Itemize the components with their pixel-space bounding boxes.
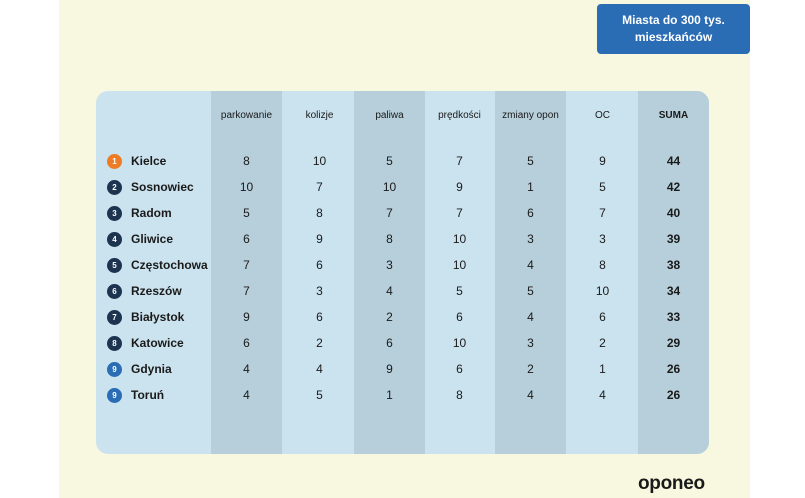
cell-parkowanie: 5	[243, 206, 250, 220]
table-row	[96, 384, 709, 410]
column-header-oc: OC	[595, 110, 610, 121]
cell-oc: 8	[599, 258, 606, 272]
cell-paliwa: 2	[386, 310, 393, 324]
cell-paliwa: 9	[386, 362, 393, 376]
city-name: Radom	[131, 206, 172, 220]
cell-suma: 26	[666, 388, 681, 402]
cell-oc: 4	[599, 388, 606, 402]
city-name: Katowice	[131, 336, 184, 350]
cell-predkosci: 6	[456, 310, 463, 324]
cell-paliwa: 4	[386, 284, 393, 298]
rank-badge: 3	[107, 206, 122, 221]
column-header-paliwa: paliwa	[375, 110, 404, 121]
cell-suma: 40	[666, 206, 681, 220]
cell-parkowanie: 8	[243, 154, 250, 168]
cell-paliwa: 7	[386, 206, 393, 220]
cell-predkosci: 5	[456, 284, 463, 298]
oponeo-logo: oponeo	[638, 473, 705, 494]
city-name: Rzeszów	[131, 284, 182, 298]
cell-zmiany-opon: 4	[527, 388, 534, 402]
city-name: Gdynia	[131, 362, 172, 376]
cell-kolizje: 7	[316, 180, 323, 194]
table-row	[96, 280, 709, 306]
cell-predkosci: 7	[456, 154, 463, 168]
ranking-table	[96, 91, 709, 454]
rank-badge: 4	[107, 232, 122, 247]
table-row	[96, 150, 709, 176]
cell-kolizje: 5	[316, 388, 323, 402]
cell-paliwa: 3	[386, 258, 393, 272]
table-row	[96, 254, 709, 280]
cell-oc: 7	[599, 206, 606, 220]
cell-predkosci: 9	[456, 180, 463, 194]
column-header-suma: SUMA	[658, 110, 689, 121]
cell-kolizje: 3	[316, 284, 323, 298]
cell-parkowanie: 7	[243, 284, 250, 298]
rank-badge: 2	[107, 180, 122, 195]
cell-kolizje: 4	[316, 362, 323, 376]
category-badge	[597, 4, 750, 54]
column-header-kolizje: kolizje	[305, 110, 334, 121]
column-header-parkowanie: parkowanie	[220, 110, 273, 121]
cell-oc: 9	[599, 154, 606, 168]
table-row	[96, 332, 709, 358]
cell-predkosci: 10	[452, 258, 467, 272]
cell-predkosci: 7	[456, 206, 463, 220]
cell-kolizje: 8	[316, 206, 323, 220]
rank-badge: 8	[107, 336, 122, 351]
rank-badge: 5	[107, 258, 122, 273]
column-header-zmiany-opon: zmiany opon	[502, 110, 559, 121]
cell-oc: 6	[599, 310, 606, 324]
cell-oc: 5	[599, 180, 606, 194]
cell-oc: 3	[599, 232, 606, 246]
rank-badge: 1	[107, 154, 122, 169]
table-row	[96, 358, 709, 384]
cell-parkowanie: 4	[243, 388, 250, 402]
city-name: Gliwice	[131, 232, 174, 246]
cell-zmiany-opon: 2	[527, 362, 534, 376]
cell-zmiany-opon: 4	[527, 258, 534, 272]
table-row	[96, 228, 709, 254]
cell-predkosci: 10	[452, 336, 467, 350]
rank-badge: 7	[107, 310, 122, 325]
cell-kolizje: 6	[316, 258, 323, 272]
cell-oc: 2	[599, 336, 606, 350]
cell-predkosci: 6	[456, 362, 463, 376]
cell-kolizje: 10	[312, 154, 327, 168]
column-header-predkosci: prędkości	[438, 110, 481, 121]
cell-zmiany-opon: 6	[527, 206, 534, 220]
cell-oc: 1	[599, 362, 606, 376]
cell-parkowanie: 4	[243, 362, 250, 376]
badge-line-1: Miasta do 300 tys.	[622, 13, 725, 27]
cell-zmiany-opon: 5	[527, 154, 534, 168]
cell-kolizje: 9	[316, 232, 323, 246]
cell-parkowanie: 9	[243, 310, 250, 324]
cell-kolizje: 6	[316, 310, 323, 324]
city-name: Sosnowiec	[131, 180, 194, 194]
cell-paliwa: 8	[386, 232, 393, 246]
cell-suma: 39	[666, 232, 681, 246]
cell-suma: 42	[666, 180, 681, 194]
table-row	[96, 176, 709, 202]
cell-paliwa: 1	[386, 388, 393, 402]
rank-badge: 6	[107, 284, 122, 299]
cell-oc: 10	[595, 284, 610, 298]
cell-zmiany-opon: 3	[527, 336, 534, 350]
cell-paliwa: 6	[386, 336, 393, 350]
cell-zmiany-opon: 5	[527, 284, 534, 298]
rank-badge: 9	[107, 388, 122, 403]
table-row	[96, 306, 709, 332]
cell-suma: 38	[666, 258, 681, 272]
rank-badge: 9	[107, 362, 122, 377]
cell-parkowanie: 7	[243, 258, 250, 272]
cell-suma: 44	[666, 154, 681, 168]
cell-suma: 26	[666, 362, 681, 376]
city-name: Białystok	[131, 310, 185, 324]
city-name: Toruń	[131, 388, 165, 402]
cell-zmiany-opon: 4	[527, 310, 534, 324]
cell-parkowanie: 6	[243, 336, 250, 350]
city-name: Częstochowa	[131, 258, 208, 272]
cell-kolizje: 2	[316, 336, 323, 350]
cell-predkosci: 8	[456, 388, 463, 402]
cell-zmiany-opon: 3	[527, 232, 534, 246]
badge-line-2: mieszkańców	[634, 30, 713, 44]
cell-suma: 33	[666, 310, 681, 324]
cell-paliwa: 5	[386, 154, 393, 168]
cell-suma: 29	[666, 336, 681, 350]
cell-zmiany-opon: 1	[527, 180, 534, 194]
cell-suma: 34	[666, 284, 681, 298]
city-name: Kielce	[131, 154, 167, 168]
cell-parkowanie: 6	[243, 232, 250, 246]
cell-paliwa: 10	[382, 180, 397, 194]
table-row	[96, 202, 709, 228]
cell-predkosci: 10	[452, 232, 467, 246]
cell-parkowanie: 10	[239, 180, 254, 194]
